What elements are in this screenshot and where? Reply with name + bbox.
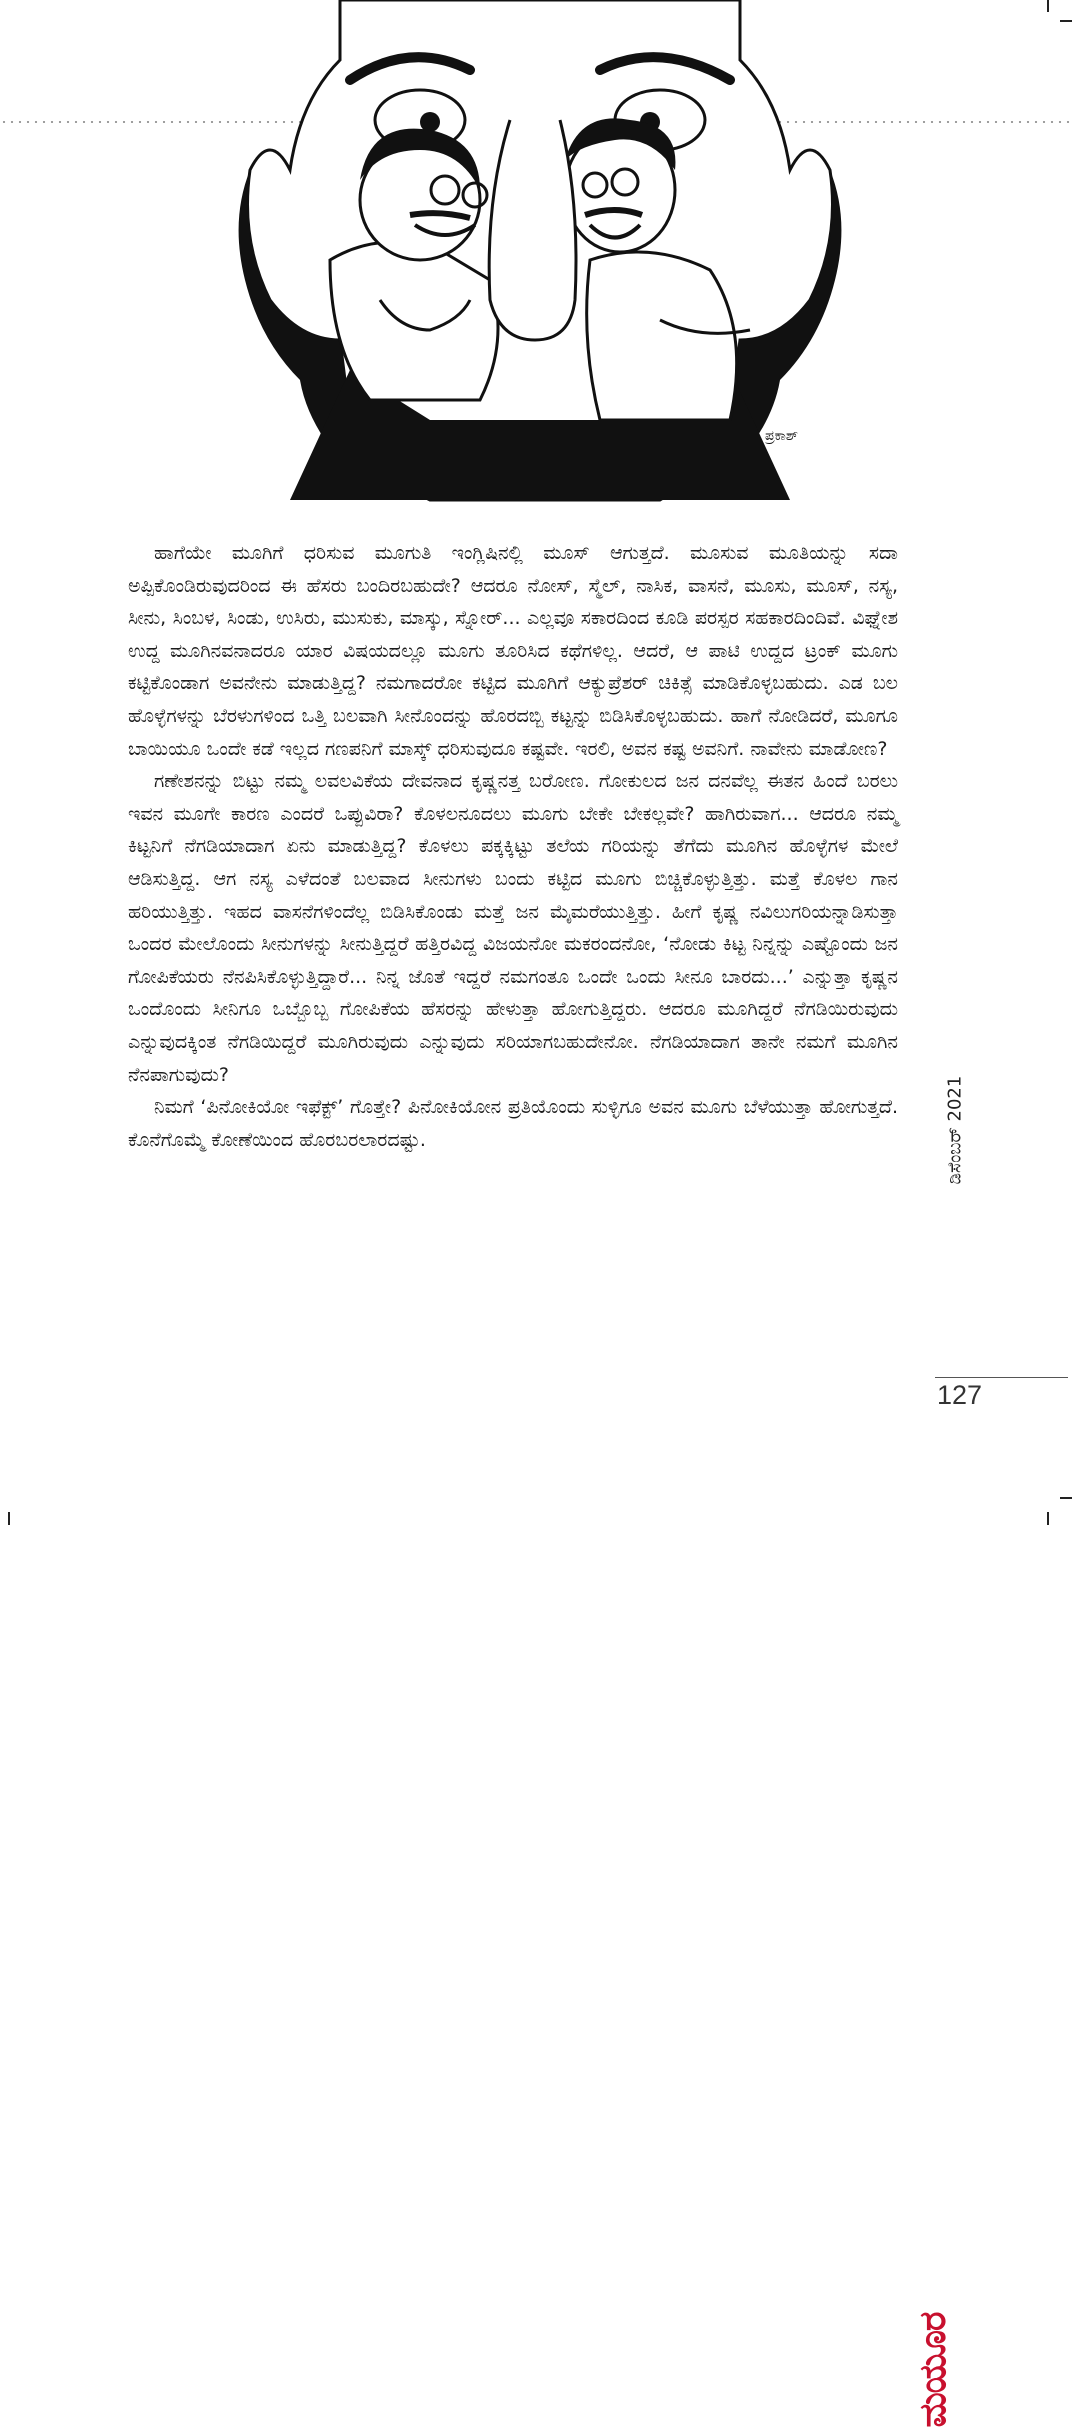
article-paragraph: ಗಣೇಶನನ್ನು ಬಿಟ್ಟು ನಮ್ಮ ಲವಲವಿಕೆಯ ದೇವನಾದ ಕೃಷ್ಣನತ್ತ ಬರೋಣ. ಗೋಕುಲದ ಜನ ದನವೆಲ್ಲ ಈತನ ಹಿಂದೆ ಬರಲು ಇವನ ಮೂಗೇ ಕಾರಣ ಎಂದರೆ ಒಪ್ಪುವಿರಾ? ಕೊಳಲನೂದಲು ಮೂಗು ಬೇಕೇ ಬೇಕಲ್ಲವೇ? ಹಾಗಿರುವಾಗ... ಆದರೂ ನಮ್ಮ ಕಿಟ್ಟನಿಗೆ ನೆಗಡಿಯಾದಾಗ ಏನು ಮಾಡುತ್ತಿದ್ದ? ಕೊಳಲು ಪಕ್ಕಕ್ಕಿಟ್ಟು ತಲೆಯ ಗರಿಯನ್ನು ತೆಗೆದು ಮೂಗಿನ ಹೊಳ್ಳೆಗಳ ಮೇಲೆ ಆಡಿಸುತ್ತಿದ್ದ. ಆಗ ನಸ್ಯ ಎಳೆದಂತೆ ಬಲವಾದ ಸೀನುಗಳು ಬಂದು ಕಟ್ಟಿದ ಮೂಗು ಬಿಚ್ಚಿಕೊಳ್ಳುತ್ತಿತ್ತು. ಮತ್ತೆ ಕೊಳಲ ಗಾನ ಹರಿಯುತ್ತಿತ್ತು. ಇಹದ ವಾಸನೆಗಳಿಂದೆಲ್ಲ ಬಿಡಿಸಿಕೊಂಡು ಮತ್ತೆ ಜನ ಮೈಮರೆಯುತ್ತಿತ್ತು. ಹೀಗೆ ಕೃಷ್ಣ ನವಿಲುಗರಿಯನ್ನಾಡಿಸುತ್ತಾ ಒಂದರ ಮೇಲೊಂದು ಸೀನುಗಳನ್ನು ಸೀನುತ್ತಿದ್ದರೆ ಹತ್ತಿರವಿದ್ದ ವಿಜಯನೋ ಮಕರಂದನೋ, ‘ನೋಡು ಕಿಟ್ಟ ನಿನ್ನನ್ನು ಎಷ್ಟೊಂದು ಜನ ಗೋಪಿಕೆಯರು ನೆನಪಿಸಿಕೊಳ್ಳುತ್ತಿದ್ದಾರೆ... ನಿನ್ನ ಜೊತೆ ಇದ್ದರೆ ನಮಗಂತೂ ಒಂದೇ ಒಂದು ಸೀನೂ ಬಾರದು...’ ಎನ್ನುತ್ತಾ ಕೃಷ್ಣನ ಒಂದೊಂದು ಸೀನಿಗೂ ಒಬ್ಬೊಬ್ಬ ಗೋಪಿಕೆಯ ಹೆಸರನ್ನು ಹೇಳುತ್ತಾ ಹೋಗುತ್ತಿದ್ದರು. ಆದರೂ ಮೂಗಿದ್ದರೆ ನೆಗಡಿಯಿರುವುದು ಎನ್ನುವುದಕ್ಕಿಂತ ನೆಗಡಿಯಿದ್ದರೆ ಮೂಗಿರುವುದು ಎನ್ನುವುದು ಸರಿಯಾಗಬಹುದೇನೋ. ನೆಗಡಿಯಾದಾಗ ತಾನೇ ನಮಗೆ ಮೂಗಿನ ನೆನಪಾಗುವುದು? (128, 770, 898, 1086)
article-body (128, 537, 898, 1156)
page-number: 127 (937, 1380, 983, 1410)
issue-date: ಡಿಸೆಂಬರ್ 2021 (944, 1075, 966, 1185)
magazine-logo: ಮಯೂರ (911, 2312, 954, 2428)
artist-signature: ಪ್ರಕಾಶ್ (765, 428, 799, 444)
article-paragraph: ಹಾಗೆಯೇ ಮೂಗಿಗೆ ಧರಿಸುವ ಮೂಗುತಿ ಇಂಗ್ಲಿಷಿನಲ್ಲಿ ಮೂಸ್‌ ಆಗುತ್ತದೆ. ಮೂಸುವ ಮೂತಿಯನ್ನು ಸದಾ ಅಪ್ಪಿಕೊಂಡಿರುವುದರಿಂದ ಈ ಹೆಸರು ಬಂದಿರಬಹುದೇ? ಆದರೂ ನೋಸ್‌, ಸ್ಮೆಲ್‌, ನಾಸಿಕ, ವಾಸನೆ, ಮೂಸು, ಮೂಸ್‌, ನಸ್ಯ, ಸೀನು, ಸಿಂಬಳ, ಸಿಂಡು, ಉಸಿರು, ಮುಸುಕು, ಮಾಸ್ಕು, ಸ್ನೋರ್‌... ಎಲ್ಲವೂ ಸಕಾರದಿಂದ ಕೂಡಿ ಪರಸ್ಪರ ಸಹಕಾರದಿಂದಿವೆ. ವಿಘ್ನೇಶ ಉದ್ದ ಮೂಗಿನವನಾದರೂ ಯಾರ ವಿಷಯದಲ್ಲೂ ಮೂಗು ತೂರಿಸಿದ ಕಥೆಗಳಿಲ್ಲ. ಆದರೆ, ಆ ಪಾಟಿ ಉದ್ದದ ಟ್ರಂಕ್‌ ಮೂಗು ಕಟ್ಟಿಕೊಂಡಾಗ ಅವನೇನು ಮಾಡುತ್ತಿದ್ದ? ನಮಗಾದರೋ ಕಟ್ಟಿದ ಮೂಗಿಗೆ ಆಕ್ಯುಪ್ರೆಶರ್‌ ಚಿಕಿತ್ಸೆ ಮಾಡಿಕೊಳ್ಳಬಹುದು. ಎಡ ಬಲ ಹೊಳ್ಳೆಗಳನ್ನು ಬೆರಳುಗಳಿಂದ ಒತ್ತಿ ಬಲವಾಗಿ ಸೀನೊಂದನ್ನು ಹೊರದಬ್ಬಿ ಕಟ್ಟನ್ನು ಬಿಡಿಸಿಕೊಳ್ಳಬಹುದು. ಹಾಗೆ ನೋಡಿದರೆ, ಮೂಗೂ ಬಾಯಿಯೂ ಒಂದೇ ಕಡೆ ಇಲ್ಲದ ಗಣಪನಿಗೆ ಮಾಸ್ಕ್‌ ಧರಿಸುವುದೂ ಕಷ್ಟವೇ. ಇರಲಿ, ಅವನ ಕಷ್ಟ ಅವನಿಗೆ. ನಾವೇನು ಮಾಡೋಣ? (128, 542, 898, 760)
page-number-rule (935, 1377, 1068, 1378)
cartoon-illustration (230, 0, 850, 530)
crop-mark (8, 1512, 10, 1525)
crop-mark (1047, 0, 1049, 12)
crop-mark (1060, 20, 1072, 22)
crop-mark (1060, 1497, 1072, 1499)
article-paragraph: ನಿಮಗೆ ‘ಪಿನೋಕಿಯೋ ಇಫೆಕ್ಟ್‌’ ಗೊತ್ತೇ? ಪಿನೋಕಿಯೋನ ಪ್ರತಿಯೊಂದು ಸುಳ್ಳಿಗೂ ಅವನ ಮೂಗು ಬೆಳೆಯುತ್ತಾ ಹೋಗುತ್ತದೆ. ಕೊನೆಗೊಮ್ಮೆ ಕೋಣೆಯಿಂದ ಹೊರಬರಲಾರದಷ್ಟು. (128, 1096, 898, 1151)
crop-mark (1047, 1512, 1049, 1525)
